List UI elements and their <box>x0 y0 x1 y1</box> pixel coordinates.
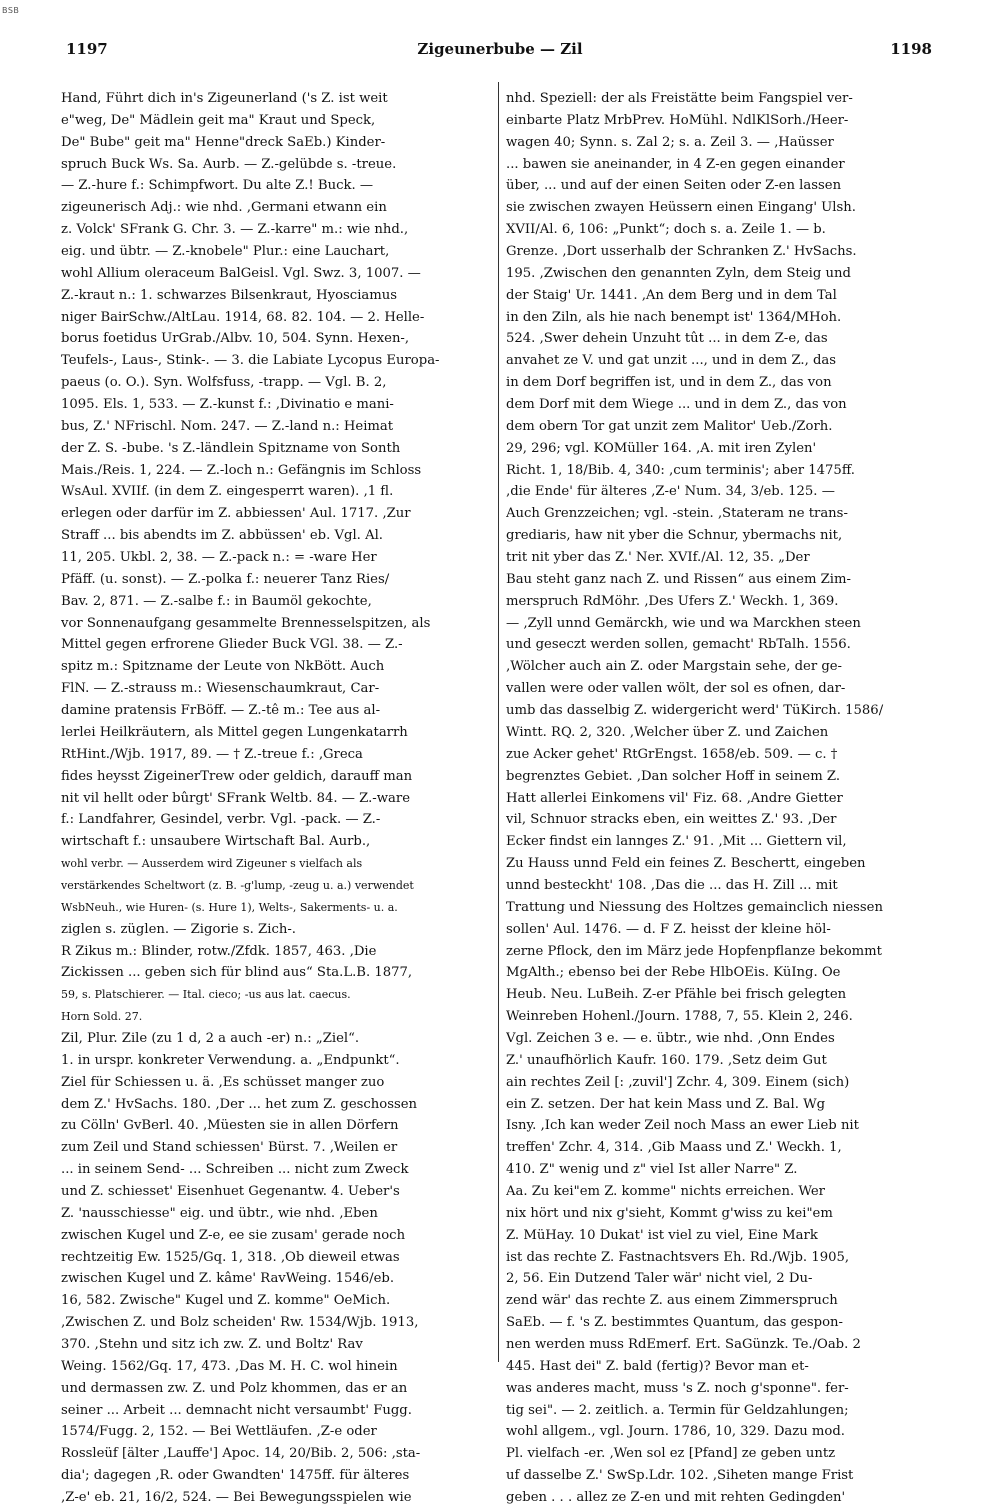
text-line: Isny. ‚Ich kan weder Zeil noch Mass an ewer Lieb nit <box>506 1118 859 1134</box>
text-line: Mais./Reis. 1, 224. — Z.-loch n.: Gefängnis im Schloss <box>61 462 422 478</box>
text-line: sollen' Aul. 1476. — d. F Z. heisst der kleine höl- <box>506 921 831 937</box>
text-line: Zickissen ... geben sich für blind aus“ Sta.L.B. 1877, <box>61 965 413 981</box>
text-line: 445. Hast dei" Z. bald (fertig)? Bevor man et- <box>506 1358 809 1374</box>
text-line: zerne Pflock, den im März jede Hopfenpflanze bekommt <box>506 943 882 959</box>
text-line: nen werden muss RdEmerf. Ert. SaGünzk. Te./Oab. 2 <box>506 1336 861 1352</box>
text-line: Rossleüf [älter ‚Lauffe'] Apoc. 14, 20/Bib. 2, 506: ‚sta- <box>61 1446 421 1462</box>
left-column <box>61 88 498 1509</box>
text-line: nix hört und nix g'sieht, Kommt g'wiss zu kei"em <box>506 1205 833 1221</box>
text-line: seiner ... Arbeit ... demnacht nicht versaumbt' Fugg. <box>61 1402 412 1418</box>
column-divider <box>498 82 499 1362</box>
text-line: 1095. Els. 1, 533. — Z.-kunst f.: ‚Divinatio e mani- <box>61 397 394 413</box>
text-line: Weing. 1562/Gq. 17, 473. ‚Das M. H. C. wol hinein <box>61 1358 398 1374</box>
text-line: begrenztes Gebiet. ‚Dan solcher Hoff in seinem Z. <box>506 768 841 784</box>
text-line: ein Z. setzen. Der hat kein Mass und Z. Bal. Wg <box>506 1096 826 1112</box>
text-line: über, ... und auf der einen Seiten oder Z-en lassen <box>506 178 842 194</box>
text-line: der Staig' Ur. 1441. ‚An dem Berg und in dem Tal <box>506 287 837 303</box>
text-line: verstärkendes Scheltwort (z. B. -g'lump, -zeug u. a.) verwendet <box>61 878 414 892</box>
text-line: Auch Grenzzeichen; vgl. -stein. ‚Stateram ne trans- <box>506 506 848 522</box>
text-line: ‚Wölcher auch ain Z. oder Margstain sehe, der ge- <box>506 659 843 675</box>
text-line: niger BairSchw./AltLau. 1914, 68. 82. 104. — 2. Helle- <box>61 309 425 325</box>
text-line: Hand, Führt dich in's Zigeunerland ('s Z. ist weit <box>61 91 388 106</box>
text-line: Straff ... bis abendts im Z. abbüssen' eb. Vgl. Al. <box>61 528 383 544</box>
text-line: WsAul. XVIIf. (in dem Z. eingesperrt waren). ‚1 fl. <box>61 484 394 500</box>
right-column <box>506 88 943 1509</box>
text-line: WsbNeuh., wie Huren- (s. Hure 1), Welts-, Sakerments- u. a. <box>61 900 398 914</box>
text-line: ‚Zwischen Z. und Bolz scheiden' Rw. 1534/Wjb. 1913, <box>61 1315 419 1331</box>
text-line: 1. in urspr. konkreter Verwendung. a. „Endpunkt“. <box>61 1052 400 1068</box>
text-line: ‚die Ende' für älteres ‚Z-e' Num. 34, 3/eb. 125. — <box>506 484 835 500</box>
text-line: 29, 296; vgl. KOMüller 164. ‚A. mit iren Zylen' <box>506 440 817 456</box>
page-number-left: 1197 <box>66 40 108 58</box>
text-line: — Z.-hure f.: Schimpfwort. Du alte Z.! Buck. — <box>61 178 374 194</box>
text-line: geben . . . allez ze Z-en und mit rehten Gedingden' <box>506 1490 846 1505</box>
text-line: erlegen oder darfür im Z. abbiessen' Aul. 1717. ‚Zur <box>61 506 411 522</box>
text-line: rechtzeitig Ew. 1525/Gq. 1, 318. ‚Ob dieweil etwas <box>61 1249 400 1265</box>
text-line: FlN. — Z.-strauss m.: Wiesenschaumkraut, Car- <box>61 681 380 697</box>
text-line: anvahet ze V. und gat unzit ..., und in dem Z., das <box>506 353 837 369</box>
text-line: zigeunerisch Adj.: wie nhd. ‚Germani etwann ein <box>61 200 387 216</box>
text-line: Z. 'nausschiesse" eig. und übtr., wie nhd. ‚Eben <box>61 1205 378 1221</box>
text-line: sie zwischen zwayen Heüssern einen Eingang' Ulsh. <box>506 200 856 216</box>
text-line: SaEb. — f. 's Z. bestimmtes Quantum, das gespon- <box>506 1315 843 1331</box>
text-line: und Z. schiesset' Eisenhuet Gegenantw. 4. Ueber's <box>61 1183 400 1199</box>
text-line: und geseczt werden sollen, gemacht' RbTalh. 1556. <box>506 637 851 653</box>
text-line: Pfäff. (u. sonst). — Z.-polka f.: neuerer Tanz Ries/ <box>61 571 390 587</box>
text-line: R Zikus m.: Blinder, rotw./Zfdk. 1857, 463. ‚Die <box>61 943 377 959</box>
text-line: 2, 56. Ein Dutzend Taler wär' nicht viel, 2 Du- <box>506 1271 813 1287</box>
text-line: MgAlth.; ebenso bei der Rebe HlbOEis. KüIng. Oe <box>506 965 841 981</box>
text-line: zu Cölln' GvBerl. 40. ‚Müesten sie in allen Dörfern <box>61 1118 399 1134</box>
text-line: Zu Hauss unnd Feld ein feines Z. Beschertt, eingeben <box>506 856 866 872</box>
text-line: umb das dasselbig Z. widergericht werd' TüKirch. 1586/ <box>506 703 884 719</box>
text-line: einbarte Platz MrbPrev. HoMühl. NdlKlSorh./Heer- <box>506 112 849 128</box>
text-line: Teufels-, Laus-, Stink-. — 3. die Labiate Lycopus Europa- <box>61 353 440 369</box>
text-line: XVII/Al. 6, 106: „Punkt“; doch s. a. Zeile 1. — b. <box>506 222 826 238</box>
text-line: ... in seinem Send- ... Schreiben ... nicht zum Zweck <box>61 1162 409 1178</box>
text-line: 524. ‚Swer dehein Unzuht tût ... in dem Z-e, das <box>506 331 828 347</box>
text-line: De" Bube" geit ma" Henne"dreck SaEb.) Kinder- <box>61 134 386 150</box>
text-line: Hatt allerlei Einkomens vil' Fiz. 68. ‚Andre Gietter <box>506 790 843 806</box>
text-line: dem obern Tor gat unzit zem Malitor' Ueb./Zorh. <box>506 418 833 434</box>
text-line: Bau steht ganz nach Z. und Rissen“ aus einem Zim- <box>506 571 851 587</box>
text-line: Aa. Zu kei"em Z. komme" nichts erreichen. Wer <box>506 1183 825 1199</box>
text-line: was anderes macht, muss 's Z. noch g'sponne". fer- <box>506 1380 849 1396</box>
text-line: Z. MüHay. 10 Dukat' ist viel zu viel, Eine Mark <box>506 1227 818 1243</box>
text-line: uf dasselbe Z.' SwSp.Ldr. 102. ‚Siheten mange Frist <box>506 1468 854 1484</box>
text-line: Zil, Plur. Zile (zu 1 d, 2 a auch -er) n.: „Ziel“. <box>61 1030 360 1046</box>
running-title: Zigeunerbube — Zil <box>417 40 583 58</box>
text-line: wirtschaft f.: unsaubere Wirtschaft Bal. Aurb., <box>61 834 371 850</box>
text-line: Z.-kraut n.: 1. schwarzes Bilsenkraut, Hyosciamus <box>61 287 398 303</box>
text-line: e"weg, De" Mädlein geit ma" Kraut und Speck, <box>61 112 376 128</box>
text-line: wohl Allium oleraceum BalGeisl. Vgl. Swz. 3, 1007. — <box>61 265 421 281</box>
text-line: Ecker findst ein lannges Z.' 91. ‚Mit ... Giettern vil, <box>506 834 847 850</box>
text-line: Wintt. RQ. 2, 320. ‚Welcher über Z. und Zaichen <box>506 724 829 740</box>
text-line: 195. ‚Zwischen den genannten Zyln, dem Steig und <box>506 265 851 281</box>
text-line: ‚Z-e' eb. 21, 16/2, 524. — Bei Bewegungsspielen wie <box>61 1490 412 1505</box>
text-line: zum Zeil und Stand schiessen' Bürst. 7. ‚Weilen er <box>61 1140 398 1156</box>
text-line: der Z. S. -bube. 's Z.-ländlein Spitzname von Sonth <box>61 440 401 456</box>
text-line: RtHint./Wjb. 1917, 89. — † Z.-treue f.: ‚Greca <box>61 746 363 762</box>
text-line: treffen' Zchr. 4, 314. ‚Gib Maass und Z.' Weckh. 1, <box>506 1140 842 1156</box>
text-line: spitz m.: Spitzname der Leute von NkBött. Auch <box>61 659 385 675</box>
text-line: Richt. 1, 18/Bib. 4, 340: ‚cum terminis'; aber 1475ff. <box>506 462 855 478</box>
text-line: Horn Sold. 27. <box>61 1010 143 1024</box>
text-line: vil, Schnuor stracks eben, ein weittes Z.' 93. ‚Der <box>506 812 837 828</box>
text-line: in dem Dorf begriffen ist, und in dem Z., das von <box>506 375 832 391</box>
text-line: damine pratensis FrBöff. — Z.-tê m.: Tee aus al- <box>61 703 381 719</box>
text-line: paeus (o. O.). Syn. Wolfsfuss, -trapp. — Vgl. B. 2, <box>61 375 387 391</box>
page-number-right: 1198 <box>890 40 932 58</box>
text-line: — ‚Zyll unnd Gemärckh, wie und wa Marckhen steen <box>506 615 861 631</box>
text-line: Bav. 2, 871. — Z.-salbe f.: in Baumöl gekochte, <box>61 593 372 609</box>
text-line: Z.' unaufhörlich Kaufr. 160. 179. ‚Setz deim Gut <box>506 1052 827 1068</box>
text-line: f.: Landfahrer, Gesindel, verbr. Vgl. -pack. — Z.- <box>61 812 381 828</box>
text-line: und dermassen zw. Z. und Polz khommen, das er an <box>61 1380 408 1396</box>
text-line: Weinreben Hohenl./Journ. 1788, 7, 55. Klein 2, 246. <box>506 1009 853 1025</box>
text-line: wohl allgem., vgl. Journ. 1786, 10, 329. Dazu mod. <box>506 1424 845 1440</box>
text-line: z. Volck' SFrank G. Chr. 3. — Z.-karre" m.: wie nhd., <box>61 222 409 238</box>
text-line: dem Dorf mit dem Wiege ... und in dem Z., das von <box>506 397 847 413</box>
text-line: 410. Z" wenig und z" viel Ist aller Narre" Z. <box>506 1162 798 1178</box>
text-line: ziglen s. züglen. — Zigorie s. Zich-. <box>61 921 296 937</box>
text-line: 11, 205. Ukbl. 2, 38. — Z.-pack n.: = -ware Her <box>61 550 377 566</box>
text-line: Vgl. Zeichen 3 e. — e. übtr., wie nhd. ‚Onn Endes <box>506 1030 835 1046</box>
text-line: Heub. Neu. LuBeih. Z-er Pfähle bei frisch gelegten <box>506 987 847 1003</box>
text-line: trit nit yber das Z.' Ner. XVIf./Al. 12, 35. „Der <box>506 550 810 566</box>
text-line: ain rechtes Zeil [: ‚zuvil'] Zchr. 4, 309. Einem (sich) <box>506 1074 850 1090</box>
text-line: vor Sonnenaufgang gesammelte Brennesselspitzen, als <box>61 615 431 631</box>
text-line: wagen 40; Synn. s. Zal 2; s. a. Zeil 3. — ‚Haüsser <box>506 134 834 150</box>
text-line: wohl verbr. — Ausserdem wird Zigeuner s vielfach als <box>61 857 363 871</box>
text-line: Trattung und Niessung des Holtzes gemainclich niessen <box>506 899 883 915</box>
text-line: merspruch RdMöhr. ‚Des Ufers Z.' Weckh. 1, 369. <box>506 593 839 609</box>
text-line: fides heysst ZigeinerTrew oder geldich, darauff man <box>61 768 413 784</box>
text-line: borus foetidus UrGrab./Albv. 10, 504. Synn. Hexen-, <box>61 331 410 347</box>
text-line: 59, s. Platschierer. — Ital. cieco; -us aus lat. caecus. <box>61 988 351 1002</box>
text-line: ... bawen sie aneinander, in 4 Z-en gegen einander <box>506 156 845 172</box>
text-line: spruch Buck Ws. Sa. Aurb. — Z.-gelübde s. -treue. <box>61 156 397 172</box>
text-line: grediaris, haw nit yber die Schnur, ybermachs nit, <box>506 528 843 544</box>
text-line: dia'; dagegen ‚R. oder Gwandten' 1475ff. für älteres <box>61 1468 410 1484</box>
text-line: 16, 582. Zwische" Kugel und Z. komme" OeMich. <box>61 1293 391 1309</box>
library-stamp: BSB <box>2 6 20 15</box>
text-line: zue Acker gehet' RtGrEngst. 1658/eb. 509. — c. † <box>506 746 838 762</box>
text-line: dem Z.' HvSachs. 180. ‚Der ... het zum Z. geschossen <box>61 1096 418 1112</box>
text-line: ist das rechte Z. Fastnachtsvers Eh. Rd./Wjb. 1905, <box>506 1249 850 1265</box>
text-line: 370. ‚Stehn und sitz ich zw. Z. und Boltz' Rav <box>61 1336 363 1352</box>
text-line: unnd besteckht' 108. ‚Das die ... das H. Zill ... mit <box>506 877 838 893</box>
text-line: tig sei". — 2. zeitlich. a. Termin für Geldzahlungen; <box>506 1402 849 1418</box>
text-line: bus, Z.' NFrischl. Nom. 247. — Z.-land n.: Heimat <box>61 418 394 434</box>
text-line: zwischen Kugel und Z. kâme' RavWeing. 1546/eb. <box>61 1271 395 1287</box>
text-line: zend wär' das rechte Z. aus einem Zimmerspruch <box>506 1293 838 1309</box>
text-line: Grenze. ‚Dort usserhalb der Schranken Z.' HvSachs. <box>506 244 857 260</box>
text-line: Mittel gegen erfrorene Glieder Buck VGl. 38. — Z.- <box>61 637 403 653</box>
text-line: eig. und übtr. — Z.-knobele" Plur.: eine Lauchart, <box>61 244 390 260</box>
text-line: Pl. vielfach -er. ‚Wen sol ez [Pfand] ze geben untz <box>506 1446 836 1462</box>
text-line: nit vil hellt oder bûrgt' SFrank Weltb. 84. — Z.-ware <box>61 790 411 806</box>
text-line: in den Ziln, als hie nach benempt ist' 1364/MHoh. <box>506 309 842 325</box>
text-line: 1574/Fugg. 2, 152. — Bei Wettläufen. ‚Z-e oder <box>61 1424 377 1440</box>
text-line: zwischen Kugel und Z-e, ee sie zusam' gerade noch <box>61 1227 406 1243</box>
text-line: Ziel für Schiessen u. ä. ‚Es schüsset manger zuo <box>61 1074 385 1090</box>
text-line: vallen were oder vallen wölt, der sol es ofnen, dar- <box>506 681 846 697</box>
text-line: nhd. Speziell: der als Freistätte beim Fangspiel ver- <box>506 91 853 106</box>
text-line: lerlei Heilkräutern, als Mittel gegen Lungenkatarrh <box>61 724 408 740</box>
